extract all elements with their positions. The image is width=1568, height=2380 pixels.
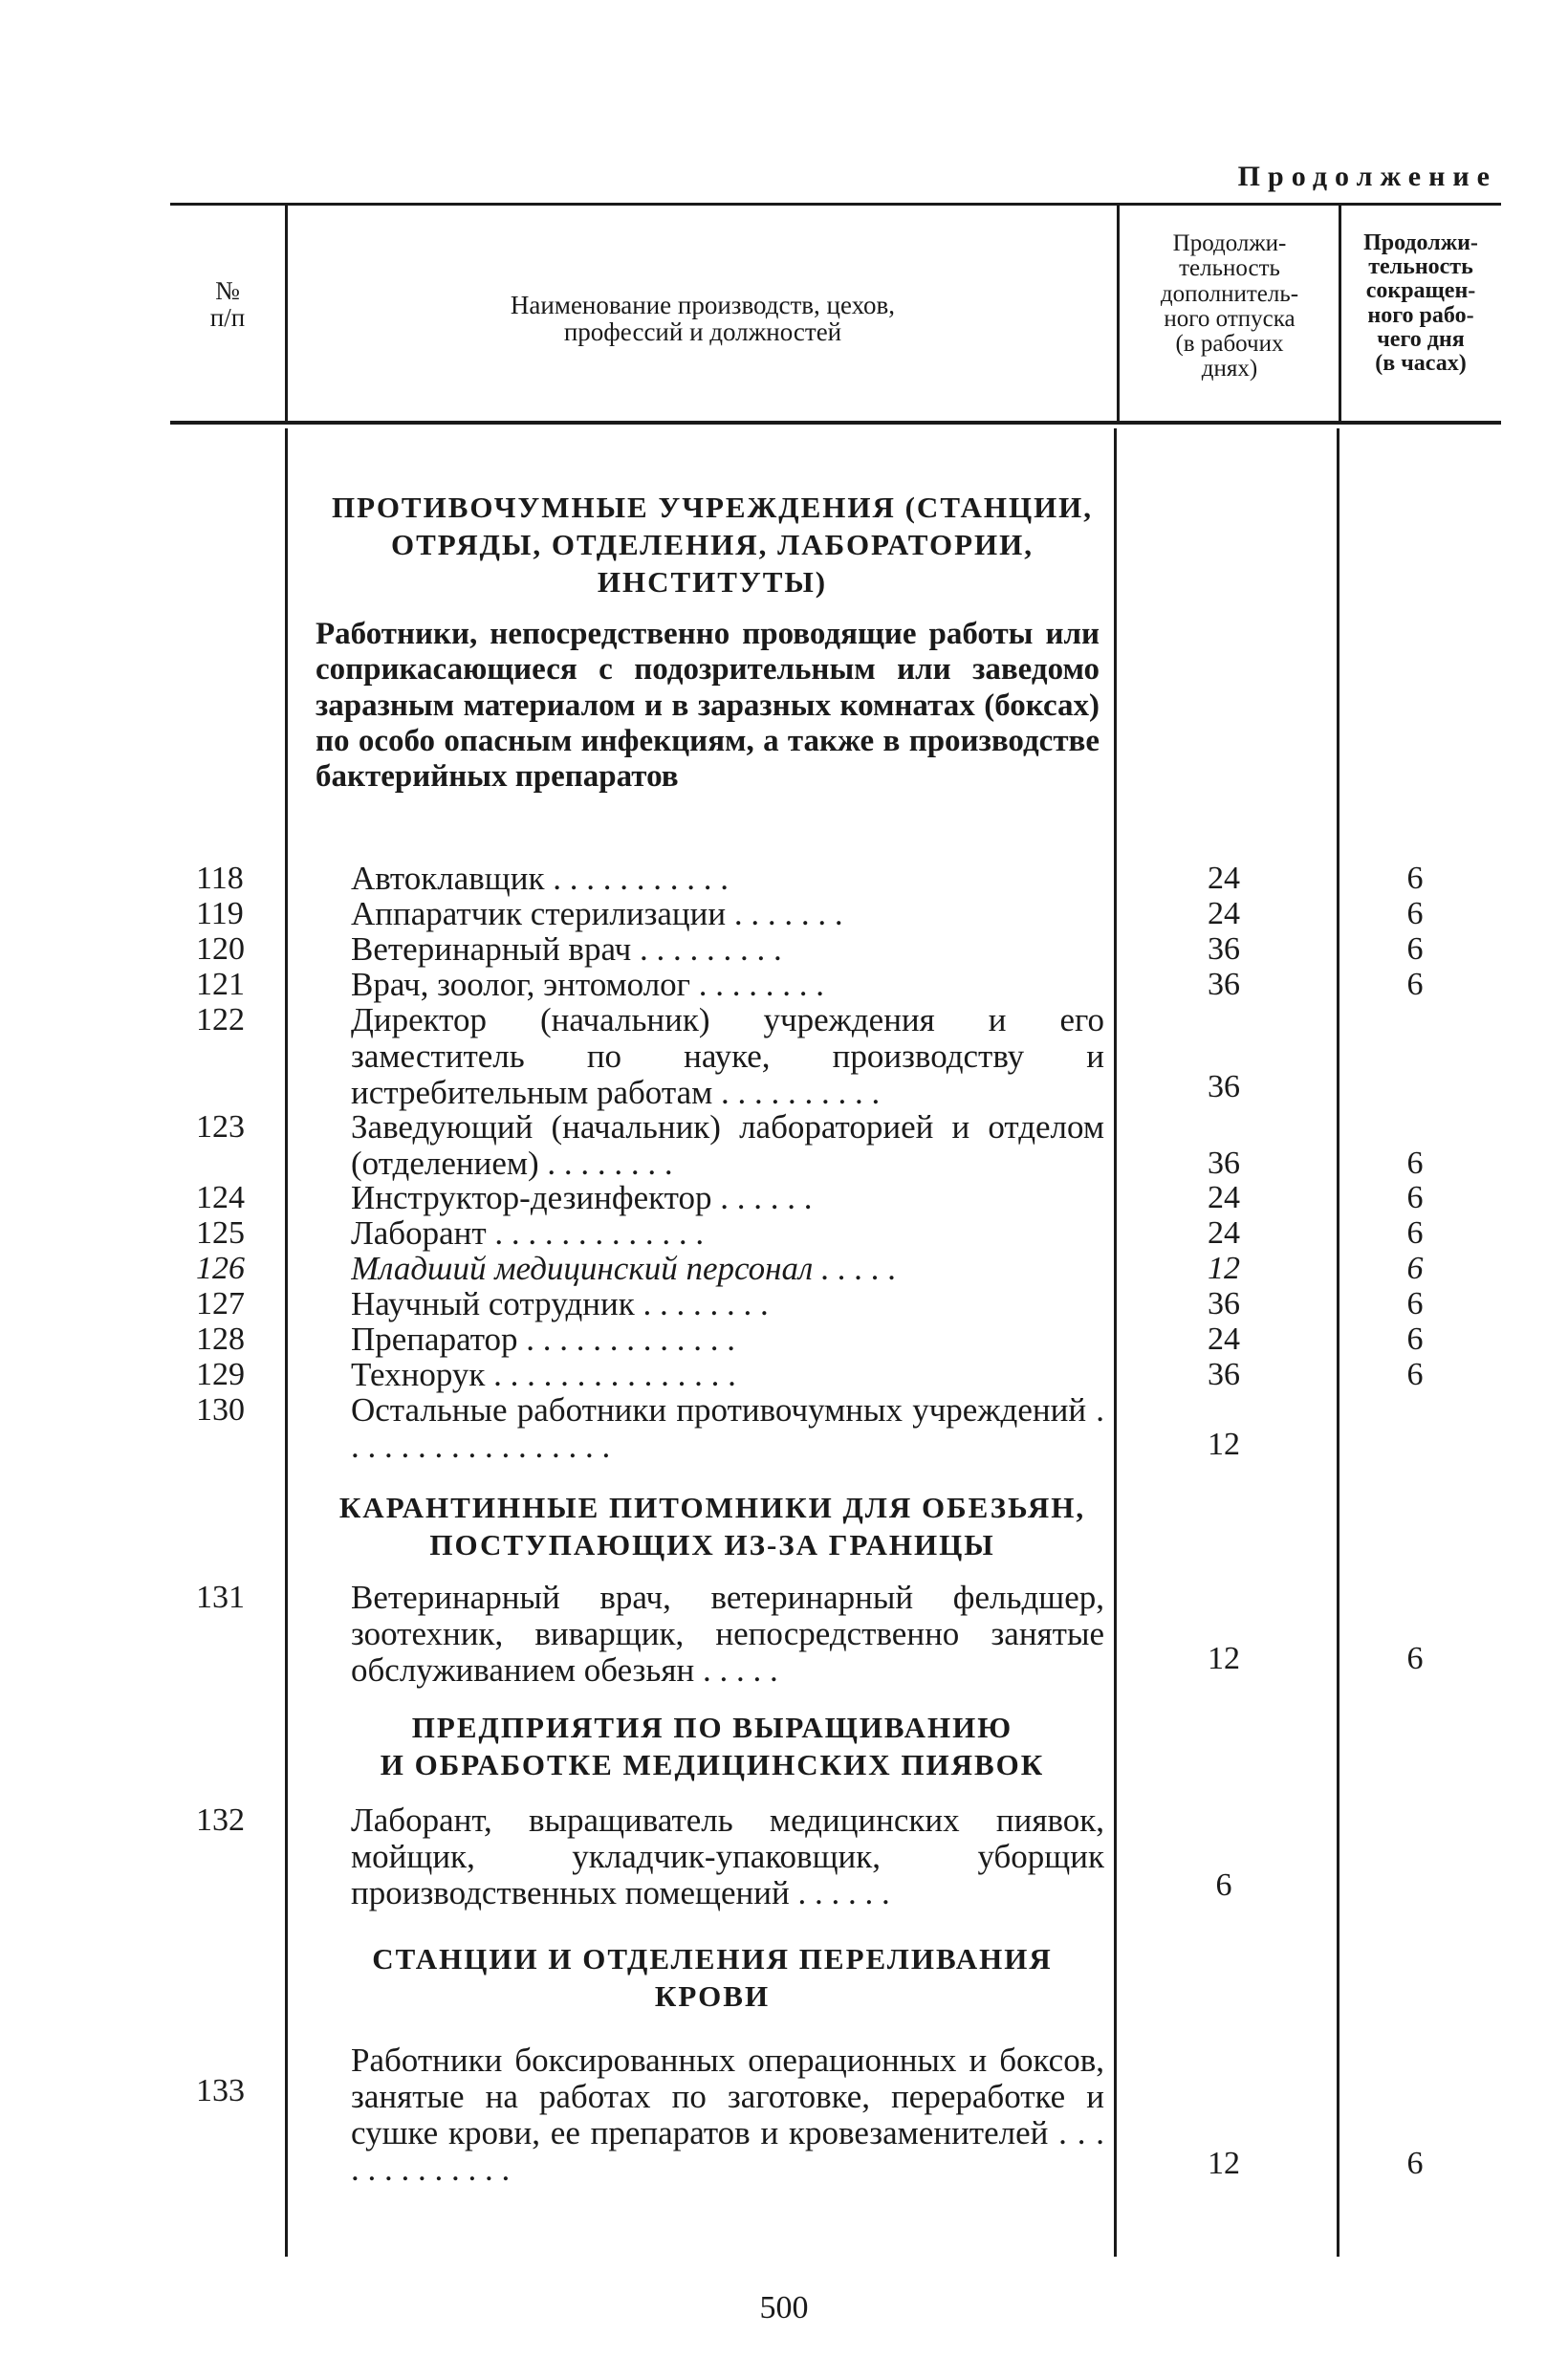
row-name-text: Остальные работники противочумных учреждений <box>351 1391 1087 1429</box>
row-number: 119 <box>196 896 244 931</box>
header-short-day-hours <box>1340 231 1501 376</box>
row-hours: 6 <box>1406 861 1424 896</box>
row-name: Научный сотрудник . . . . . . . . <box>351 1286 769 1322</box>
row-hours: 6 <box>1406 2146 1424 2181</box>
row-days: 36 <box>1208 1286 1240 1321</box>
row-number: 131 <box>196 1580 245 1615</box>
row-number: 132 <box>196 1802 245 1838</box>
row-hours: 6 <box>1406 1215 1424 1251</box>
row-number: 125 <box>196 1215 245 1251</box>
row-hours: 6 <box>1406 1357 1424 1392</box>
row-name: Ветеринарный врач . . . . . . . . . <box>351 931 782 968</box>
row-number: 118 <box>196 861 244 896</box>
row-days: 36 <box>1208 931 1240 967</box>
row-number: 133 <box>196 2073 245 2108</box>
section-title: КАРАНТИННЫЕ ПИТОМНИКИ ДЛЯ ОБЕЗЬЯН, ПОСТУПАЮЩИХ ИЗ-ЗА ГРАНИЦЫ <box>338 1491 1086 1561</box>
row-hours: 6 <box>1406 1321 1424 1357</box>
section-intro: Работники, непосредственно проводящие работы или соприкасающиеся с подозрительным или заведомо заразным материалом и в заразных комнатах (боксах) по особо опасным инфекциям, а также в производстве бактерийных препаратов <box>316 617 1100 795</box>
row-number: 130 <box>196 1392 245 1428</box>
header-name-text: Наименование производств, цехов, профессий и должностей <box>510 291 896 347</box>
row-number: 121 <box>196 967 245 1002</box>
row-name: Директор (начальник) учреждения и его заместитель по науке, производству и истребительным работам . . . . . . . . . . <box>351 1001 1104 1112</box>
row-hours: 6 <box>1406 931 1424 967</box>
row-name: Аппаратчик стерилизации . . . . . . . <box>351 896 843 932</box>
row-name: Технорук . . . . . . . . . . . . . . . <box>351 1357 736 1393</box>
row-hours: 6 <box>1406 1251 1424 1286</box>
header-hours-text: Продолжи- тельность сокращен- ного рабо- чего дня (в часах) <box>1363 230 1478 376</box>
column-rule <box>1337 428 1339 2257</box>
row-days: 36 <box>1208 1069 1240 1104</box>
row-name-text: Ветеринарный врач, ветеринарный фельдшер, зоотехник, виварщик, непосредственно занятые обслуживанием обезьян <box>351 1579 1104 1690</box>
row-name-text: Работники боксированных операционных и боксов, занятые на работах по заготовке, переработке и сушке крови, ее препаратов и кровезаменителей <box>351 2042 1104 2152</box>
row-number: 122 <box>196 1002 245 1037</box>
row-days: 12 <box>1208 1251 1240 1286</box>
row-name-text: Врач, зоолог, энтомолог <box>351 967 691 1003</box>
row-number: 127 <box>196 1286 245 1321</box>
row-hours: 6 <box>1406 1146 1424 1181</box>
row-number: 126 <box>196 1251 245 1286</box>
row-days: 6 <box>1215 1867 1232 1903</box>
header-number-text: № п/п <box>209 276 246 333</box>
row-days: 12 <box>1208 1427 1240 1462</box>
row-days: 36 <box>1208 967 1240 1002</box>
row-name: Автоклавщик . . . . . . . . . . . <box>351 861 729 897</box>
row-name-text: Технорук <box>351 1357 486 1393</box>
row-days: 36 <box>1208 1146 1240 1181</box>
row-name-text: Препаратор <box>351 1321 518 1358</box>
row-name-text: Ветеринарный врач <box>351 931 632 968</box>
row-hours: 6 <box>1406 967 1424 1002</box>
row-name-text: Заведующий (начальник) лабораторией и отделом (отделением) <box>351 1108 1104 1183</box>
row-name-text: Лаборант <box>351 1215 487 1252</box>
page-number: 500 <box>759 2290 809 2325</box>
row-days: 24 <box>1208 861 1240 896</box>
row-hours: 6 <box>1406 1641 1424 1676</box>
section-title: ПРОТИВОЧУМНЫЕ УЧРЕЖДЕНИЯ (СТАНЦИИ, ОТРЯДЫ, ОТДЕЛЕНИЯ, ЛАБОРАТОРИИ, ИНСТИТУТЫ) <box>331 491 1094 599</box>
row-days: 12 <box>1208 2146 1240 2181</box>
row-name: Врач, зоолог, энтомолог . . . . . . . . <box>351 967 825 1003</box>
header-number <box>170 277 285 332</box>
table-top-rule <box>170 203 1501 206</box>
row-name-text: Инструктор-дезинфектор <box>351 1180 712 1216</box>
row-number: 124 <box>196 1180 245 1215</box>
row-name: Ветеринарный врач, ветеринарный фельдшер, зоотехник, виварщик, непосредственно занятые обслуживанием обезьян . . . . . <box>351 1579 1104 1690</box>
row-name: Препаратор . . . . . . . . . . . . . <box>351 1321 736 1358</box>
row-name: Лаборант . . . . . . . . . . . . . <box>351 1215 705 1252</box>
row-name-text: Научный сотрудник <box>351 1286 635 1322</box>
row-days: 24 <box>1208 1180 1240 1215</box>
row-days: 24 <box>1208 896 1240 931</box>
row-number: 123 <box>196 1109 245 1145</box>
row-days: 36 <box>1208 1357 1240 1392</box>
row-hours: 6 <box>1406 896 1424 931</box>
section-title: ПРЕДПРИЯТИЯ ПО ВЫРАЩИВАНИЮ И ОБРАБОТКЕ МЕДИЦИНСКИХ ПИЯВОК <box>380 1711 1045 1781</box>
row-number: 128 <box>196 1321 245 1357</box>
row-days: 24 <box>1208 1215 1240 1251</box>
row-hours: 6 <box>1406 1180 1424 1215</box>
row-hours: 6 <box>1406 1286 1424 1321</box>
row-name: Лаборант, выращиватель медицинских пиявок, мойщик, укладчик-упаковщик, уборщик производственных помещений . . . . . . <box>351 1801 1104 1912</box>
row-name-text: Директор (начальник) учреждения и его заместитель по науке, производству и истребительным работам <box>351 1001 1104 1112</box>
row-number: 120 <box>196 931 245 967</box>
row-name: Инструктор-дезинфектор . . . . . . <box>351 1180 813 1216</box>
row-number: 129 <box>196 1357 245 1392</box>
row-days: 12 <box>1208 1641 1240 1676</box>
row-name-text: Младший медицинский персонал <box>351 1251 814 1287</box>
row-days: 24 <box>1208 1321 1240 1357</box>
row-name-text: Аппаратчик стерилизации <box>351 896 727 932</box>
row-name: Заведующий (начальник) лабораторией и отделом (отделением) . . . . . . . . <box>351 1108 1104 1183</box>
header-name <box>287 292 1119 346</box>
row-name: Работники боксированных операционных и боксов, занятые на работах по заготовке, переработке и сушке крови, ее препаратов и кровезаменителей . . . . . . . . . . . . . <box>351 2042 1104 2189</box>
row-name-text: Лаборант, выращиватель медицинских пиявок, мойщик, укладчик-упаковщик, уборщик производственных помещений <box>351 1801 1104 1912</box>
header-days-text: Продолжи- тельность дополнитель- ного отпуска (в рабочих днях) <box>1160 230 1299 382</box>
header-bottom-rule <box>170 421 1501 425</box>
row-name: Остальные работники противочумных учреждений . . . . . . . . . . . . . . . . . <box>351 1391 1104 1466</box>
section-title: СТАНЦИИ И ОТДЕЛЕНИЯ ПЕРЕЛИВАНИЯ КРОВИ <box>372 1942 1053 2013</box>
continuation-label: Продолжение <box>1237 161 1497 192</box>
header-vacation-days <box>1119 231 1340 382</box>
column-rule <box>285 428 288 2257</box>
row-name-text: Автоклавщик <box>351 861 545 897</box>
row-name: Младший медицинский персонал . . . . . <box>351 1251 897 1287</box>
